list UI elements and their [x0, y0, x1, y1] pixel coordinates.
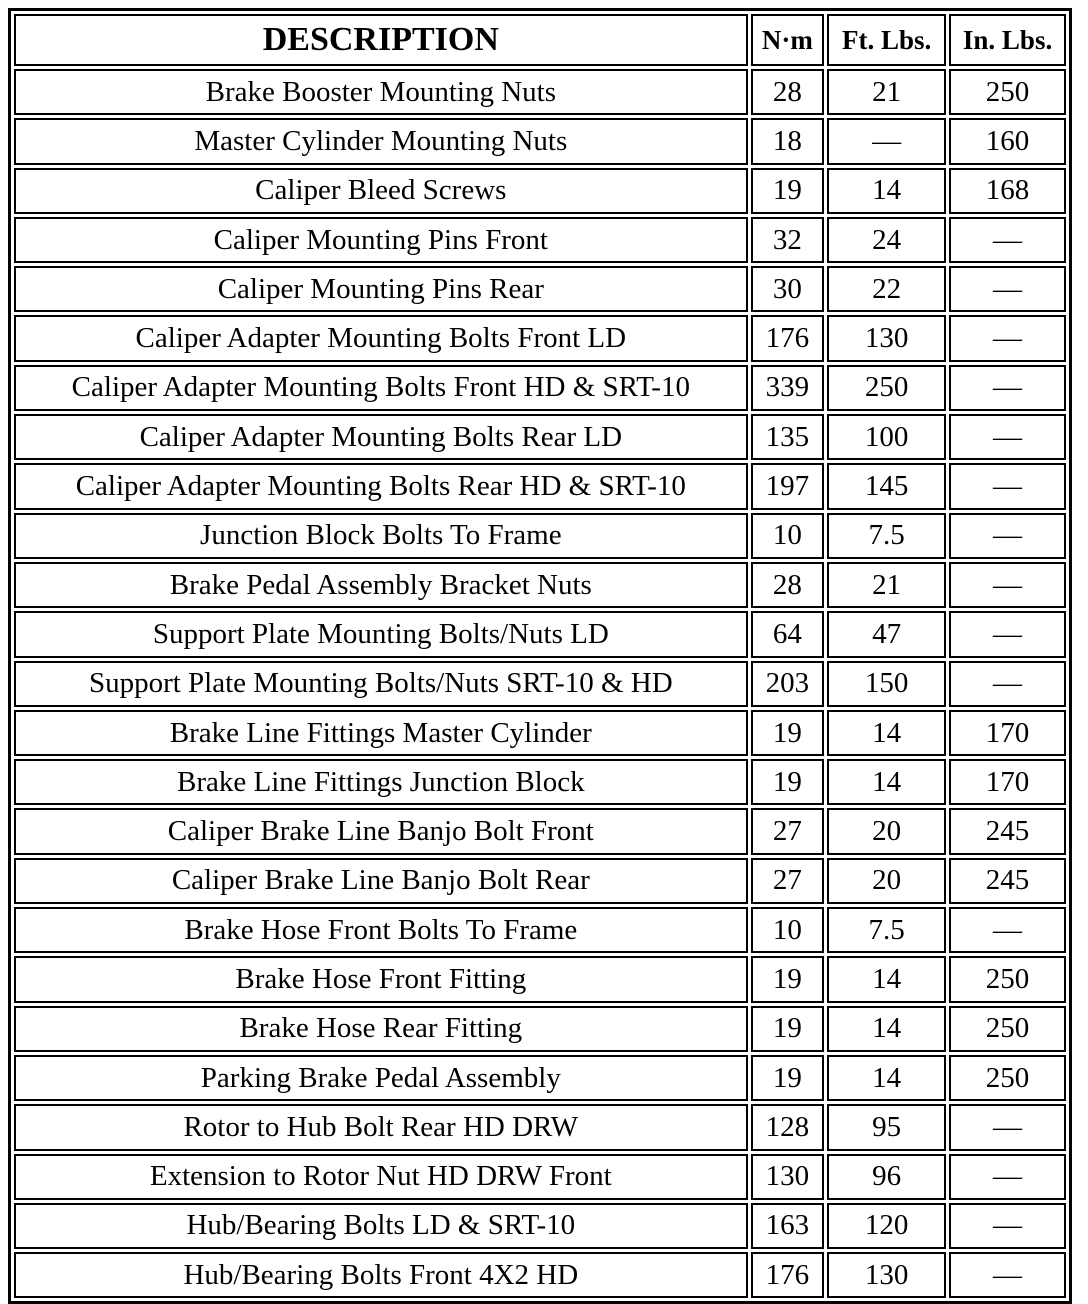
table-row [14, 217, 1066, 263]
table-row [14, 1252, 1066, 1298]
newton-meters-cell: 197 [751, 463, 825, 509]
inch-pounds-cell: 170 [949, 710, 1066, 756]
table-row [14, 463, 1066, 509]
foot-pounds-cell: 20 [827, 808, 946, 854]
inch-pounds-cell: — [949, 513, 1066, 559]
inch-pounds-cell: — [949, 1154, 1066, 1200]
header-description: DESCRIPTION [14, 14, 748, 66]
inch-pounds-cell: 250 [949, 956, 1066, 1002]
newton-meters-cell: 18 [751, 118, 825, 164]
foot-pounds-cell: 24 [827, 217, 946, 263]
foot-pounds-cell: 20 [827, 858, 946, 904]
table-row [14, 759, 1066, 805]
description-cell: Caliper Brake Line Banjo Bolt Front [14, 808, 748, 854]
newton-meters-cell: 19 [751, 710, 825, 756]
description-cell: Caliper Adapter Mounting Bolts Rear HD & SRT-10 [14, 463, 748, 509]
inch-pounds-cell: — [949, 907, 1066, 953]
newton-meters-cell: 27 [751, 858, 825, 904]
newton-meters-cell: 135 [751, 414, 825, 460]
inch-pounds-cell: — [949, 315, 1066, 361]
newton-meters-cell: 64 [751, 611, 825, 657]
newton-meters-cell: 19 [751, 956, 825, 1002]
table-row [14, 1006, 1066, 1052]
table-row [14, 562, 1066, 608]
inch-pounds-cell: 245 [949, 858, 1066, 904]
newton-meters-cell: 28 [751, 69, 825, 115]
newton-meters-cell: 176 [751, 315, 825, 361]
inch-pounds-cell: — [949, 414, 1066, 460]
foot-pounds-cell: 14 [827, 956, 946, 1002]
newton-meters-cell: 130 [751, 1154, 825, 1200]
table-row [14, 1154, 1066, 1200]
newton-meters-cell: 128 [751, 1104, 825, 1150]
inch-pounds-cell: 250 [949, 1006, 1066, 1052]
newton-meters-cell: 19 [751, 168, 825, 214]
inch-pounds-cell: — [949, 661, 1066, 707]
foot-pounds-cell: 100 [827, 414, 946, 460]
newton-meters-cell: 19 [751, 1055, 825, 1101]
foot-pounds-cell: 14 [827, 1006, 946, 1052]
table-body [14, 69, 1066, 1298]
table-row [14, 808, 1066, 854]
table-row [14, 414, 1066, 460]
foot-pounds-cell: 96 [827, 1154, 946, 1200]
description-cell: Extension to Rotor Nut HD DRW Front [14, 1154, 748, 1200]
table-row [14, 513, 1066, 559]
foot-pounds-cell: 150 [827, 661, 946, 707]
table-row [14, 611, 1066, 657]
newton-meters-cell: 27 [751, 808, 825, 854]
table-row [14, 1203, 1066, 1249]
table-row [14, 1055, 1066, 1101]
foot-pounds-cell: 250 [827, 365, 946, 411]
description-cell: Brake Hose Front Bolts To Frame [14, 907, 748, 953]
newton-meters-cell: 176 [751, 1252, 825, 1298]
description-cell: Support Plate Mounting Bolts/Nuts LD [14, 611, 748, 657]
table-row [14, 365, 1066, 411]
header-row [14, 14, 1066, 66]
description-cell: Caliper Adapter Mounting Bolts Front HD & SRT-10 [14, 365, 748, 411]
table-row [14, 168, 1066, 214]
table-row [14, 956, 1066, 1002]
inch-pounds-cell: — [949, 217, 1066, 263]
description-cell: Junction Block Bolts To Frame [14, 513, 748, 559]
foot-pounds-cell: 14 [827, 710, 946, 756]
foot-pounds-cell: 130 [827, 315, 946, 361]
inch-pounds-cell: — [949, 1203, 1066, 1249]
foot-pounds-cell: 21 [827, 562, 946, 608]
description-cell: Caliper Mounting Pins Front [14, 217, 748, 263]
table-row [14, 858, 1066, 904]
description-cell: Brake Hose Rear Fitting [14, 1006, 748, 1052]
header-newton-meters: N·m [751, 14, 825, 66]
newton-meters-cell: 203 [751, 661, 825, 707]
foot-pounds-cell: 21 [827, 69, 946, 115]
foot-pounds-cell: 145 [827, 463, 946, 509]
description-cell: Caliper Brake Line Banjo Bolt Rear [14, 858, 748, 904]
description-cell: Support Plate Mounting Bolts/Nuts SRT-10 & HD [14, 661, 748, 707]
inch-pounds-cell: 250 [949, 1055, 1066, 1101]
inch-pounds-cell: — [949, 1252, 1066, 1298]
inch-pounds-cell: — [949, 266, 1066, 312]
description-cell: Master Cylinder Mounting Nuts [14, 118, 748, 164]
description-cell: Brake Hose Front Fitting [14, 956, 748, 1002]
table-row [14, 315, 1066, 361]
description-cell: Brake Line Fittings Junction Block [14, 759, 748, 805]
description-cell: Brake Booster Mounting Nuts [14, 69, 748, 115]
foot-pounds-cell: — [827, 118, 946, 164]
inch-pounds-cell: — [949, 365, 1066, 411]
table-row [14, 69, 1066, 115]
inch-pounds-cell: 160 [949, 118, 1066, 164]
table-row [14, 266, 1066, 312]
foot-pounds-cell: 14 [827, 1055, 946, 1101]
foot-pounds-cell: 7.5 [827, 513, 946, 559]
foot-pounds-cell: 120 [827, 1203, 946, 1249]
inch-pounds-cell: 170 [949, 759, 1066, 805]
description-cell: Hub/Bearing Bolts Front 4X2 HD [14, 1252, 748, 1298]
table-row [14, 118, 1066, 164]
header-inch-pounds: In. Lbs. [949, 14, 1066, 66]
newton-meters-cell: 163 [751, 1203, 825, 1249]
description-cell: Parking Brake Pedal Assembly [14, 1055, 748, 1101]
newton-meters-cell: 30 [751, 266, 825, 312]
foot-pounds-cell: 130 [827, 1252, 946, 1298]
inch-pounds-cell: — [949, 562, 1066, 608]
inch-pounds-cell: 250 [949, 69, 1066, 115]
table-row [14, 907, 1066, 953]
newton-meters-cell: 19 [751, 1006, 825, 1052]
foot-pounds-cell: 47 [827, 611, 946, 657]
description-cell: Caliper Bleed Screws [14, 168, 748, 214]
description-cell: Rotor to Hub Bolt Rear HD DRW [14, 1104, 748, 1150]
inch-pounds-cell: — [949, 1104, 1066, 1150]
table-row [14, 1104, 1066, 1150]
inch-pounds-cell: — [949, 611, 1066, 657]
foot-pounds-cell: 14 [827, 759, 946, 805]
table-row [14, 661, 1066, 707]
newton-meters-cell: 10 [751, 513, 825, 559]
newton-meters-cell: 10 [751, 907, 825, 953]
description-cell: Brake Pedal Assembly Bracket Nuts [14, 562, 748, 608]
newton-meters-cell: 19 [751, 759, 825, 805]
foot-pounds-cell: 22 [827, 266, 946, 312]
description-cell: Hub/Bearing Bolts LD & SRT-10 [14, 1203, 748, 1249]
inch-pounds-cell: — [949, 463, 1066, 509]
header-foot-pounds: Ft. Lbs. [827, 14, 946, 66]
foot-pounds-cell: 14 [827, 168, 946, 214]
table-header [14, 14, 1066, 66]
inch-pounds-cell: 245 [949, 808, 1066, 854]
torque-specifications-table [8, 8, 1072, 1304]
newton-meters-cell: 32 [751, 217, 825, 263]
newton-meters-cell: 339 [751, 365, 825, 411]
foot-pounds-cell: 7.5 [827, 907, 946, 953]
foot-pounds-cell: 95 [827, 1104, 946, 1150]
description-cell: Caliper Mounting Pins Rear [14, 266, 748, 312]
newton-meters-cell: 28 [751, 562, 825, 608]
description-cell: Caliper Adapter Mounting Bolts Front LD [14, 315, 748, 361]
table-row [14, 710, 1066, 756]
inch-pounds-cell: 168 [949, 168, 1066, 214]
description-cell: Brake Line Fittings Master Cylinder [14, 710, 748, 756]
description-cell: Caliper Adapter Mounting Bolts Rear LD [14, 414, 748, 460]
